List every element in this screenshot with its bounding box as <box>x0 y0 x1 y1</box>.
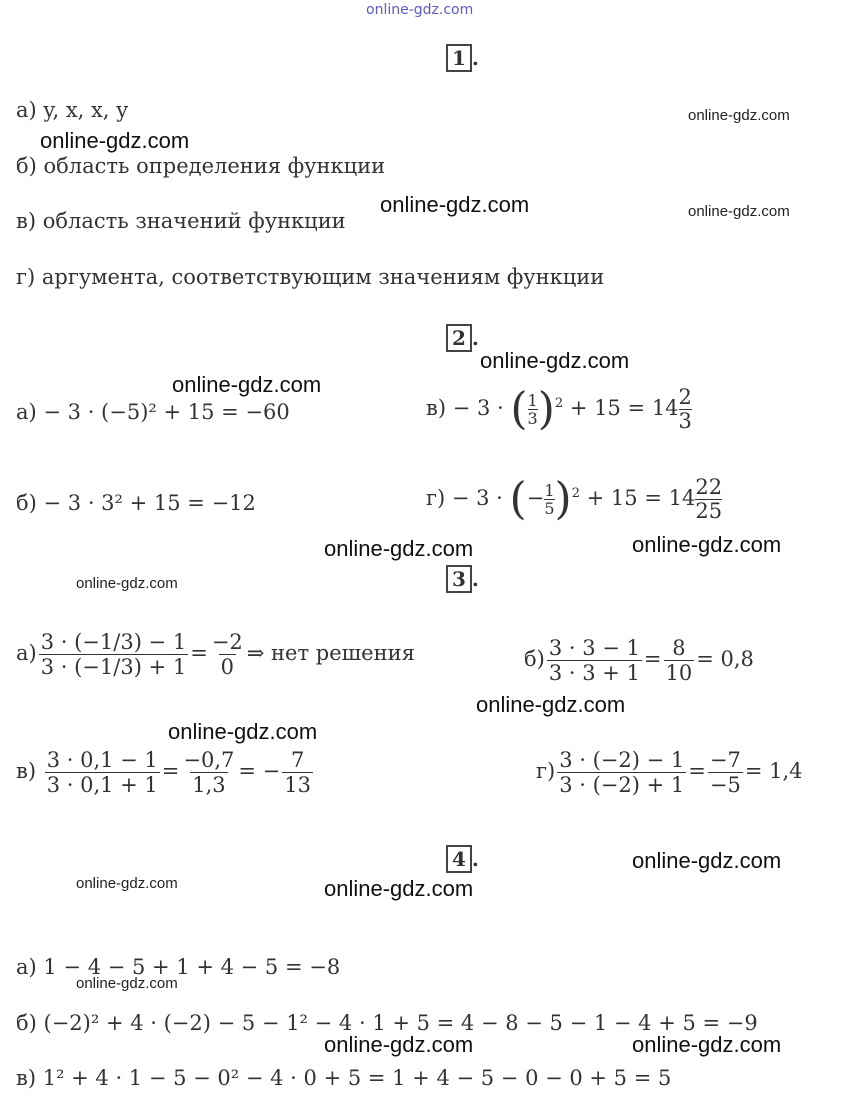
task-3-answer-a: а) $\frac{3 \cdot (-1/3) - 1}{3 \cdot (-1/3) + 1}$ = $\frac{-2}{0}$ ⇒ нет решения <box>16 630 415 679</box>
task-1-answer-b: б) область определения функции <box>16 154 386 178</box>
watermark: online-gdz.com <box>476 692 626 717</box>
watermark: online-gdz.com <box>324 876 474 901</box>
watermark: online-gdz.com <box>632 848 782 873</box>
watermark: online-gdz.com <box>380 192 530 217</box>
task-2-number: 2 . <box>446 324 479 352</box>
task-3-answer-v: в) $\frac{3 \cdot 0,1 - 1}{3 \cdot 0,1 + 1}$ = $\frac{-0,7}{1,3}$ = − $\frac{7}{13}$ <box>16 748 312 797</box>
task-2-answer-a: а) − 3 · (−5)² + 15 = −60 <box>16 400 290 424</box>
watermark: online-gdz.com <box>172 372 322 397</box>
task-4-answer-a: а) 1 − 4 − 5 + 1 + 4 − 5 = −8 <box>16 955 341 979</box>
site-link[interactable]: online-gdz.com <box>366 2 474 18</box>
task-4-answer-b: б) (−2)² + 4 · (−2) − 5 − 1² − 4 · 1 + 5 = 4 − 8 − 5 − 1 − 4 + 5 = −9 <box>16 1011 758 1035</box>
task-2-answer-v: в) − 3 · ( $\frac{1}{3}$ )$^2$ + 15 = 14 $\frac{2}{3}$ <box>426 383 692 435</box>
watermark: online-gdz.com <box>76 575 178 592</box>
task-3-answer-b: б) $\frac{3 \cdot 3 - 1}{3 \cdot 3 + 1}$ = $\frac{8}{10}$ = 0,8 <box>524 636 754 685</box>
task-1-number: 1 . <box>446 44 479 72</box>
watermark: online-gdz.com <box>324 536 474 561</box>
task-3-number: 3 . <box>446 565 479 593</box>
watermark: online-gdz.com <box>688 203 790 220</box>
watermark: online-gdz.com <box>632 1032 782 1057</box>
task-3-answer-g: г) $\frac{3 \cdot (-2) - 1}{3 \cdot (-2) + 1}$ = $\frac{-7}{-5}$ = 1,4 <box>536 748 803 797</box>
task-4-answer-v: в) 1² + 4 · 1 − 5 − 0² − 4 · 0 + 5 = 1 + 4 − 5 − 0 − 0 + 5 = 5 <box>16 1066 672 1090</box>
watermark: online-gdz.com <box>76 975 178 992</box>
watermark: online-gdz.com <box>324 1032 474 1057</box>
watermark: online-gdz.com <box>168 719 318 744</box>
watermark: online-gdz.com <box>688 107 790 124</box>
task-1-answer-v: в) область значений функции <box>16 209 346 233</box>
task-1-answer-a: а) y, x, x, y <box>16 98 129 122</box>
task-1-answer-g: г) аргумента, соответствующим значениям функции <box>16 265 605 289</box>
watermark: online-gdz.com <box>40 128 190 153</box>
task-2-answer-b: б) − 3 · 3² + 15 = −12 <box>16 491 256 515</box>
watermark: online-gdz.com <box>632 532 782 557</box>
watermark: online-gdz.com <box>480 348 630 373</box>
task-2-answer-g: г) − 3 · (− $\frac{1}{5}$ )$^2$ + 15 = 14 $\frac{22}{25}$ <box>426 473 723 525</box>
watermark: online-gdz.com <box>76 875 178 892</box>
task-4-number: 4 . <box>446 845 479 873</box>
